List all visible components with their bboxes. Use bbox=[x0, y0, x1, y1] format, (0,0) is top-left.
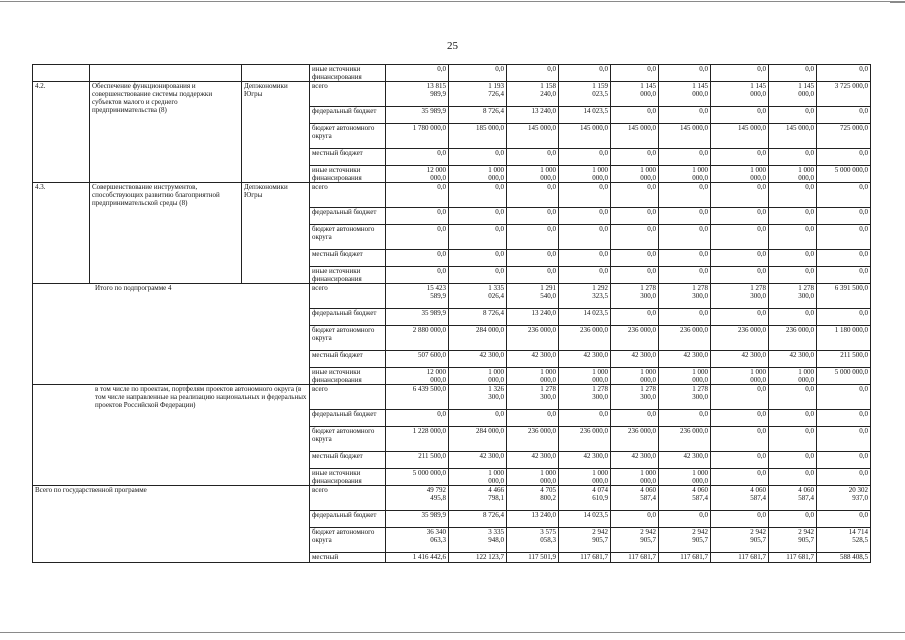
value-cell: 236 000,0 bbox=[559, 326, 611, 351]
value-cell: 1 145 000,0 bbox=[769, 82, 817, 107]
value-cell: 1 278 300,0 bbox=[659, 284, 711, 309]
value-cell: 4 060 587,4 bbox=[711, 486, 769, 511]
value-cell: 42 300,0 bbox=[611, 351, 659, 368]
value-cell: 0,0 bbox=[711, 427, 769, 452]
value-cell: 0,0 bbox=[449, 149, 507, 166]
value-cell: 0,0 bbox=[386, 65, 449, 82]
page-number: 25 bbox=[447, 40, 458, 52]
value-cell: 14 023,5 bbox=[559, 107, 611, 124]
value-cell: 0,0 bbox=[611, 65, 659, 82]
value-cell: 0,0 bbox=[659, 250, 711, 267]
value-cell: 0,0 bbox=[386, 410, 449, 427]
item-number-cell bbox=[33, 65, 90, 82]
responsible-cell: Депэкономики Югры bbox=[242, 183, 310, 284]
value-cell: 14 023,5 bbox=[559, 511, 611, 528]
value-cell: 4 466 798,1 bbox=[449, 486, 507, 511]
value-cell: 1 000 000,0 bbox=[769, 166, 817, 183]
value-cell: 4 074 610,9 bbox=[559, 486, 611, 511]
value-cell: 0,0 bbox=[449, 225, 507, 250]
value-cell: 1 000 000,0 bbox=[659, 368, 711, 385]
value-cell: 5 000 000,0 bbox=[817, 166, 871, 183]
value-cell: 0,0 bbox=[507, 208, 559, 225]
value-cell: 8 726,4 bbox=[449, 511, 507, 528]
value-cell: 0,0 bbox=[817, 107, 871, 124]
value-cell: 0,0 bbox=[386, 267, 449, 284]
funding-source-cell: местный бюджет bbox=[310, 149, 386, 166]
value-cell: 12 000 000,0 bbox=[386, 166, 449, 183]
value-cell: 0,0 bbox=[769, 469, 817, 486]
value-cell: 0,0 bbox=[449, 208, 507, 225]
value-cell: 0,0 bbox=[386, 250, 449, 267]
value-cell: 0,0 bbox=[817, 452, 871, 469]
funding-source-cell: федеральный бюджет bbox=[310, 511, 386, 528]
value-cell: 0,0 bbox=[449, 183, 507, 208]
table-row bbox=[33, 284, 871, 309]
value-cell: 12 000 000,0 bbox=[386, 368, 449, 385]
item-name-cell: Совершенствование инструментов, способствующих развитию благоприятной предпринимательской среды (8) bbox=[90, 183, 242, 284]
value-cell: 0,0 bbox=[711, 149, 769, 166]
value-cell: 117 681,7 bbox=[559, 553, 611, 563]
value-cell: 0,0 bbox=[817, 427, 871, 452]
value-cell: 1 278 300,0 bbox=[507, 385, 559, 410]
value-cell: 1 278 300,0 bbox=[769, 284, 817, 309]
value-cell: 13 240,0 bbox=[507, 511, 559, 528]
funding-source-cell: бюджет автономного округа bbox=[310, 427, 386, 452]
value-cell: 0,0 bbox=[507, 250, 559, 267]
value-cell: 42 300,0 bbox=[559, 452, 611, 469]
table-row bbox=[33, 82, 871, 107]
funding-source-cell: бюджет автономного округа bbox=[310, 326, 386, 351]
value-cell: 0,0 bbox=[559, 267, 611, 284]
table-row bbox=[33, 385, 871, 410]
value-cell: 1 000 000,0 bbox=[769, 368, 817, 385]
total-label-cell: Всего по государственной программе bbox=[33, 486, 310, 563]
value-cell: 0,0 bbox=[659, 309, 711, 326]
value-cell: 145 000,0 bbox=[507, 124, 559, 149]
value-cell: 13 815 989,9 bbox=[386, 82, 449, 107]
funding-source-cell: иные источники финансирования bbox=[310, 166, 386, 183]
value-cell: 0,0 bbox=[711, 511, 769, 528]
item-number-cell: 4.2. bbox=[33, 82, 90, 183]
value-cell: 122 123,7 bbox=[449, 553, 507, 563]
funding-source-cell: всего bbox=[310, 486, 386, 511]
value-cell: 0,0 bbox=[711, 250, 769, 267]
value-cell: 1 278 300,0 bbox=[659, 385, 711, 410]
value-cell: 0,0 bbox=[711, 107, 769, 124]
value-cell: 0,0 bbox=[386, 149, 449, 166]
value-cell: 1 180 000,0 bbox=[817, 326, 871, 351]
scan-bottom-edge bbox=[0, 632, 905, 633]
value-cell: 0,0 bbox=[559, 225, 611, 250]
value-cell: 1 335 026,4 bbox=[449, 284, 507, 309]
value-cell: 588 408,5 bbox=[817, 553, 871, 563]
value-cell: 145 000,0 bbox=[659, 124, 711, 149]
value-cell: 211 500,0 bbox=[817, 351, 871, 368]
funding-source-cell: иные источники финансирования bbox=[310, 368, 386, 385]
value-cell: 1 228 000,0 bbox=[386, 427, 449, 452]
value-cell: 1 000 000,0 bbox=[449, 166, 507, 183]
value-cell: 42 300,0 bbox=[769, 351, 817, 368]
value-cell: 0,0 bbox=[611, 107, 659, 124]
value-cell: 236 000,0 bbox=[507, 427, 559, 452]
value-cell: 1 000 000,0 bbox=[559, 166, 611, 183]
value-cell: 1 000 000,0 bbox=[507, 166, 559, 183]
value-cell: 0,0 bbox=[769, 65, 817, 82]
value-cell: 0,0 bbox=[386, 183, 449, 208]
item-name-cell: Обеспечение функционирования и совершенствование системы поддержки субъектов малого и среднего предпринимательства (8) bbox=[90, 82, 242, 183]
value-cell: 1 000 000,0 bbox=[449, 368, 507, 385]
value-cell: 284 000,0 bbox=[449, 326, 507, 351]
value-cell: 0,0 bbox=[659, 65, 711, 82]
funding-source-cell: федеральный бюджет bbox=[310, 410, 386, 427]
value-cell: 5 000 000,0 bbox=[817, 368, 871, 385]
funding-source-cell: всего bbox=[310, 82, 386, 107]
value-cell: 1 000 000,0 bbox=[611, 368, 659, 385]
value-cell: 0,0 bbox=[769, 225, 817, 250]
value-cell: 0,0 bbox=[507, 149, 559, 166]
value-cell: 1 278 300,0 bbox=[711, 284, 769, 309]
value-cell: 1 000 000,0 bbox=[559, 368, 611, 385]
value-cell: 117 681,7 bbox=[611, 553, 659, 563]
table-row bbox=[33, 65, 871, 82]
value-cell: 0,0 bbox=[817, 149, 871, 166]
value-cell: 0,0 bbox=[817, 208, 871, 225]
value-cell: 1 145 000,0 bbox=[611, 82, 659, 107]
value-cell: 0,0 bbox=[559, 208, 611, 225]
value-cell: 236 000,0 bbox=[769, 326, 817, 351]
funding-source-cell: бюджет автономного округа bbox=[310, 528, 386, 553]
value-cell: 1 000 000,0 bbox=[711, 368, 769, 385]
value-cell: 1 000 000,0 bbox=[507, 469, 559, 486]
value-cell: 0,0 bbox=[659, 410, 711, 427]
funding-source-cell: всего bbox=[310, 385, 386, 410]
value-cell: 1 291 540,0 bbox=[507, 284, 559, 309]
funding-source-cell: федеральный бюджет bbox=[310, 107, 386, 124]
value-cell: 35 989,9 bbox=[386, 309, 449, 326]
funding-source-cell: бюджет автономного округа bbox=[310, 124, 386, 149]
value-cell: 0,0 bbox=[611, 149, 659, 166]
value-cell: 0,0 bbox=[386, 208, 449, 225]
funding-source-cell: всего bbox=[310, 284, 386, 309]
value-cell: 35 989,9 bbox=[386, 107, 449, 124]
value-cell: 0,0 bbox=[711, 385, 769, 410]
value-cell: 1 158 240,0 bbox=[507, 82, 559, 107]
value-cell: 0,0 bbox=[711, 208, 769, 225]
value-cell: 0,0 bbox=[769, 183, 817, 208]
value-cell: 0,0 bbox=[769, 208, 817, 225]
value-cell: 145 000,0 bbox=[769, 124, 817, 149]
value-cell: 236 000,0 bbox=[711, 326, 769, 351]
value-cell: 0,0 bbox=[611, 309, 659, 326]
value-cell: 13 240,0 bbox=[507, 309, 559, 326]
value-cell: 117 681,7 bbox=[711, 553, 769, 563]
value-cell: 0,0 bbox=[817, 469, 871, 486]
funding-source-cell: местный бюджет bbox=[310, 351, 386, 368]
value-cell: 42 300,0 bbox=[559, 351, 611, 368]
value-cell: 117 681,7 bbox=[769, 553, 817, 563]
table-row bbox=[33, 183, 871, 208]
value-cell: 0,0 bbox=[449, 250, 507, 267]
value-cell: 211 500,0 bbox=[386, 452, 449, 469]
value-cell: 0,0 bbox=[769, 149, 817, 166]
value-cell: 0,0 bbox=[711, 410, 769, 427]
value-cell: 145 000,0 bbox=[611, 124, 659, 149]
total-label-cell: Итого по подпрограмме 4 bbox=[33, 284, 310, 385]
value-cell: 1 000 000,0 bbox=[611, 166, 659, 183]
value-cell: 0,0 bbox=[611, 250, 659, 267]
value-cell: 0,0 bbox=[769, 410, 817, 427]
value-cell: 0,0 bbox=[817, 410, 871, 427]
funding-source-cell: иные источники финансирования bbox=[310, 267, 386, 284]
funding-source-cell: местный бюджет bbox=[310, 452, 386, 469]
value-cell: 0,0 bbox=[559, 149, 611, 166]
value-cell: 1 000 000,0 bbox=[611, 469, 659, 486]
value-cell: 8 726,4 bbox=[449, 107, 507, 124]
value-cell: 0,0 bbox=[711, 469, 769, 486]
value-cell: 0,0 bbox=[817, 309, 871, 326]
funding-source-cell: федеральный бюджет bbox=[310, 208, 386, 225]
value-cell: 145 000,0 bbox=[559, 124, 611, 149]
value-cell: 1 326 300,0 bbox=[449, 385, 507, 410]
value-cell: 0,0 bbox=[611, 183, 659, 208]
value-cell: 0,0 bbox=[769, 511, 817, 528]
value-cell: 236 000,0 bbox=[611, 427, 659, 452]
value-cell: 236 000,0 bbox=[559, 427, 611, 452]
value-cell: 42 300,0 bbox=[711, 351, 769, 368]
value-cell: 0,0 bbox=[507, 410, 559, 427]
value-cell: 1 145 000,0 bbox=[711, 82, 769, 107]
value-cell: 0,0 bbox=[769, 107, 817, 124]
value-cell: 36 340 063,3 bbox=[386, 528, 449, 553]
value-cell: 42 300,0 bbox=[507, 452, 559, 469]
value-cell: 2 942 905,7 bbox=[769, 528, 817, 553]
value-cell: 0,0 bbox=[611, 225, 659, 250]
value-cell: 284 000,0 bbox=[449, 427, 507, 452]
value-cell: 3 575 058,3 bbox=[507, 528, 559, 553]
value-cell: 6 439 500,0 bbox=[386, 385, 449, 410]
value-cell: 0,0 bbox=[611, 410, 659, 427]
value-cell: 4 060 587,4 bbox=[659, 486, 711, 511]
value-cell: 725 000,0 bbox=[817, 124, 871, 149]
item-number-cell: 4.3. bbox=[33, 183, 90, 284]
value-cell: 185 000,0 bbox=[449, 124, 507, 149]
value-cell: 0,0 bbox=[711, 225, 769, 250]
value-cell: 49 792 495,8 bbox=[386, 486, 449, 511]
value-cell: 42 300,0 bbox=[449, 452, 507, 469]
value-cell: 42 300,0 bbox=[611, 452, 659, 469]
value-cell: 3 335 948,0 bbox=[449, 528, 507, 553]
budget-table bbox=[32, 64, 871, 563]
value-cell: 0,0 bbox=[507, 267, 559, 284]
value-cell: 507 600,0 bbox=[386, 351, 449, 368]
responsible-cell: Депэкономики Югры bbox=[242, 82, 310, 183]
funding-source-cell: федеральный бюджет bbox=[310, 309, 386, 326]
value-cell: 0,0 bbox=[817, 385, 871, 410]
value-cell: 13 240,0 bbox=[507, 107, 559, 124]
item-name-cell bbox=[90, 65, 242, 82]
value-cell: 0,0 bbox=[449, 410, 507, 427]
value-cell: 236 000,0 bbox=[659, 427, 711, 452]
value-cell: 117 681,7 bbox=[659, 553, 711, 563]
value-cell: 0,0 bbox=[711, 452, 769, 469]
funding-source-cell: всего bbox=[310, 183, 386, 208]
value-cell: 2 880 000,0 bbox=[386, 326, 449, 351]
funding-source-cell: иные источники финансирования bbox=[310, 65, 386, 82]
value-cell: 0,0 bbox=[449, 267, 507, 284]
value-cell: 1 000 000,0 bbox=[659, 166, 711, 183]
value-cell: 0,0 bbox=[386, 225, 449, 250]
value-cell: 0,0 bbox=[817, 65, 871, 82]
value-cell: 0,0 bbox=[711, 183, 769, 208]
value-cell: 2 942 905,7 bbox=[559, 528, 611, 553]
value-cell: 8 726,4 bbox=[449, 309, 507, 326]
scan-top-edge bbox=[0, 1, 905, 2]
value-cell: 0,0 bbox=[507, 65, 559, 82]
value-cell: 4 705 800,2 bbox=[507, 486, 559, 511]
value-cell: 4 060 587,4 bbox=[769, 486, 817, 511]
value-cell: 2 942 905,7 bbox=[659, 528, 711, 553]
value-cell: 0,0 bbox=[611, 511, 659, 528]
value-cell: 0,0 bbox=[711, 65, 769, 82]
value-cell: 0,0 bbox=[659, 511, 711, 528]
scan-right-edge bbox=[890, 2, 905, 3]
value-cell: 0,0 bbox=[659, 149, 711, 166]
value-cell: 117 501,9 bbox=[507, 553, 559, 563]
value-cell: 42 300,0 bbox=[659, 452, 711, 469]
value-cell: 0,0 bbox=[659, 107, 711, 124]
value-cell: 35 989,9 bbox=[386, 511, 449, 528]
value-cell: 0,0 bbox=[817, 225, 871, 250]
value-cell: 0,0 bbox=[559, 183, 611, 208]
value-cell: 0,0 bbox=[611, 208, 659, 225]
value-cell: 0,0 bbox=[611, 267, 659, 284]
value-cell: 42 300,0 bbox=[449, 351, 507, 368]
value-cell: 1 000 000,0 bbox=[449, 469, 507, 486]
value-cell: 0,0 bbox=[659, 225, 711, 250]
funding-source-cell: бюджет автономного округа bbox=[310, 225, 386, 250]
value-cell: 0,0 bbox=[769, 267, 817, 284]
value-cell: 1 292 323,5 bbox=[559, 284, 611, 309]
value-cell: 1 278 300,0 bbox=[611, 284, 659, 309]
value-cell: 0,0 bbox=[817, 183, 871, 208]
value-cell: 1 000 000,0 bbox=[507, 368, 559, 385]
value-cell: 0,0 bbox=[659, 267, 711, 284]
funding-source-cell: местный бюджет bbox=[310, 250, 386, 267]
value-cell: 0,0 bbox=[659, 183, 711, 208]
responsible-cell bbox=[242, 65, 310, 82]
value-cell: 0,0 bbox=[769, 250, 817, 267]
value-cell: 145 000,0 bbox=[711, 124, 769, 149]
value-cell: 236 000,0 bbox=[507, 326, 559, 351]
value-cell: 20 302 937,0 bbox=[817, 486, 871, 511]
value-cell: 1 278 300,0 bbox=[611, 385, 659, 410]
value-cell: 0,0 bbox=[817, 250, 871, 267]
value-cell: 0,0 bbox=[769, 452, 817, 469]
value-cell: 1 000 000,0 bbox=[711, 166, 769, 183]
value-cell: 14 023,5 bbox=[559, 309, 611, 326]
value-cell: 1 145 000,0 bbox=[659, 82, 711, 107]
value-cell: 0,0 bbox=[769, 427, 817, 452]
value-cell: 0,0 bbox=[711, 309, 769, 326]
value-cell: 0,0 bbox=[507, 183, 559, 208]
value-cell: 0,0 bbox=[817, 267, 871, 284]
table-row bbox=[33, 486, 871, 511]
value-cell: 1 780 000,0 bbox=[386, 124, 449, 149]
value-cell: 2 942 905,7 bbox=[611, 528, 659, 553]
value-cell: 1 416 442,6 bbox=[386, 553, 449, 563]
value-cell: 0,0 bbox=[817, 511, 871, 528]
value-cell: 1 159 023,5 bbox=[559, 82, 611, 107]
value-cell: 0,0 bbox=[559, 410, 611, 427]
value-cell: 0,0 bbox=[769, 309, 817, 326]
value-cell: 42 300,0 bbox=[659, 351, 711, 368]
value-cell: 1 000 000,0 bbox=[559, 469, 611, 486]
value-cell: 236 000,0 bbox=[611, 326, 659, 351]
value-cell: 6 391 500,0 bbox=[817, 284, 871, 309]
value-cell: 0,0 bbox=[659, 208, 711, 225]
value-cell: 0,0 bbox=[711, 267, 769, 284]
total-label-cell: в том числе по проектам, портфелям проектов автономного округа (в том числе направленные на реализацию национальных и федеральных проектов Российской Федерации) bbox=[33, 385, 310, 486]
value-cell: 0,0 bbox=[559, 250, 611, 267]
value-cell: 0,0 bbox=[559, 65, 611, 82]
value-cell: 0,0 bbox=[449, 65, 507, 82]
value-cell: 0,0 bbox=[769, 385, 817, 410]
value-cell: 2 942 905,7 bbox=[711, 528, 769, 553]
value-cell: 1 193 726,4 bbox=[449, 82, 507, 107]
value-cell: 0,0 bbox=[507, 225, 559, 250]
value-cell: 5 000 000,0 bbox=[386, 469, 449, 486]
value-cell: 1 278 300,0 bbox=[559, 385, 611, 410]
value-cell: 15 423 589,9 bbox=[386, 284, 449, 309]
value-cell: 3 725 000,0 bbox=[817, 82, 871, 107]
value-cell: 1 000 000,0 bbox=[659, 469, 711, 486]
funding-source-cell: иные источники финансирования bbox=[310, 469, 386, 486]
value-cell: 236 000,0 bbox=[659, 326, 711, 351]
value-cell: 4 060 587,4 bbox=[611, 486, 659, 511]
value-cell: 42 300,0 bbox=[507, 351, 559, 368]
funding-source-cell: местный bbox=[310, 553, 386, 563]
value-cell: 14 714 528,5 bbox=[817, 528, 871, 553]
